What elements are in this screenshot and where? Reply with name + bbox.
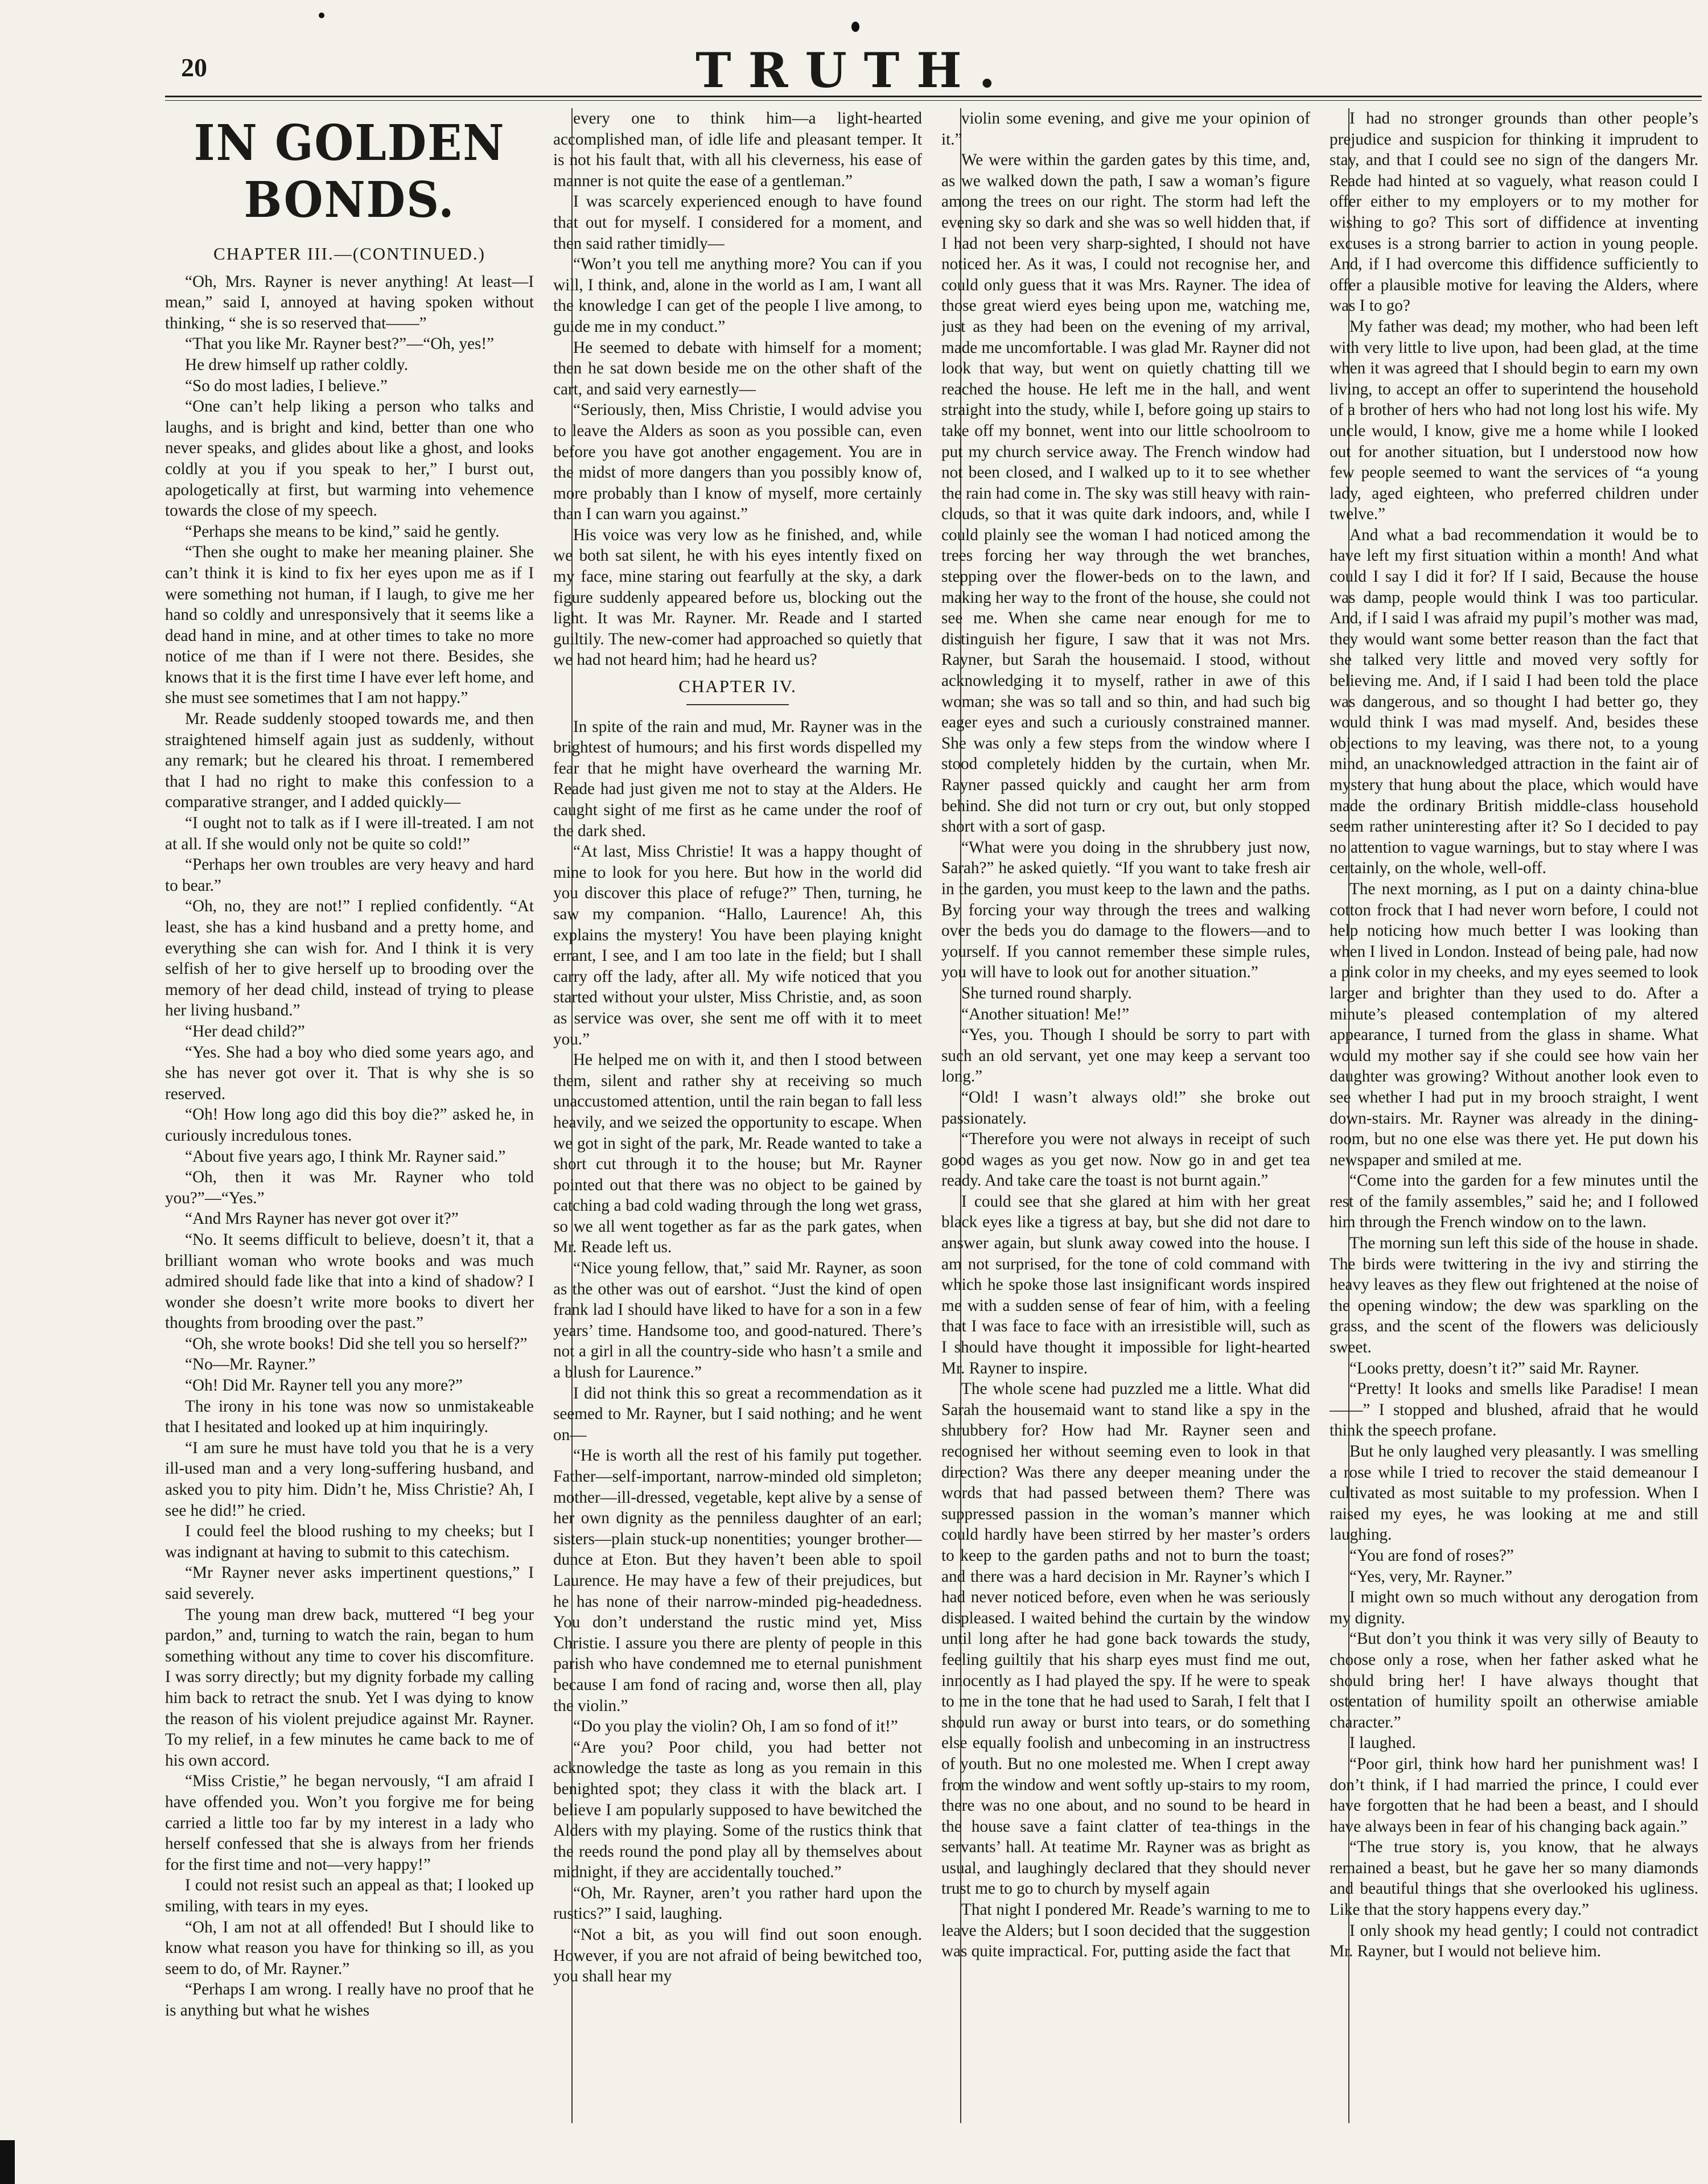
paragraph: “Perhaps I am wrong. I really have no proof that he is anything but what he wishes <box>165 1980 534 2020</box>
paragraph: violin some evening, and give me your opinion of it.” <box>941 109 1310 149</box>
paragraph: “No—Mr. Rayner.” <box>185 1355 316 1374</box>
chapter-heading: CHAPTER IV. <box>678 676 797 697</box>
column-2 <box>553 108 922 2123</box>
paragraph: “Do you play the violin? Oh, I am so fond of it!” <box>573 1717 898 1736</box>
print-speck <box>0 2140 15 2184</box>
paragraph: “Oh, Mrs. Rayner is never anything! At least—I mean,” said I, annoyed at having spoken without thinking, “ she is so reserved that——” <box>165 272 534 332</box>
paragraph: He drew himself up rather coldly. <box>185 355 409 374</box>
paragraph: “Oh! How long ago did this boy die?” asked he, in curiously incredulous tones. <box>165 1105 534 1145</box>
masthead-title: TRUTH. <box>695 42 1013 98</box>
header-rule <box>165 96 1702 101</box>
paragraph: Mr. Reade suddenly stooped towards me, and then straightened himself again just as suddenly, without any remark; but he cleared his throat. I remembered that I had no right to make this confession to a comparative stranger, and I added quickly— <box>165 710 534 812</box>
paragraph: “Yes. She had a boy who died some years ago, and she has never got over it. That is why she is so reserved. <box>165 1043 534 1103</box>
column-4 <box>1330 108 1698 2123</box>
paragraph: “Another situation! Me!” <box>961 1005 1130 1023</box>
paragraph: “Won’t you tell me anything more? You can if you will, I think, and, alone in the world as I am, I want all the knowledge I can get of the people I live among, to guide me in my conduct.” <box>553 255 922 336</box>
column-text <box>165 272 534 2021</box>
paragraph: “Looks pretty, doesn’t it?” said Mr. Rayner. <box>1349 1359 1640 1377</box>
paragraph: That night I pondered Mr. Reade’s warning to me to leave the Alders; but I soon decided that the suggestion was quite impractical. For, putting aside the fact that <box>941 1901 1310 1961</box>
paragraph: I had no stronger grounds than other people’s prejudice and suspicion for thinking it imprudent to stay, and that I could see no sign of the dangers Mr. Reade had hinted at so vaguely, what reason could I offer either to my employers or to my mother for wishing to go? This sort of diffidence at inventing excuses is a strong barrier to action in young people. And, if I had overcome this diffidence sufficiently to offer a plausible motive for leaving the Alders, where was I to go? <box>1330 109 1698 315</box>
paragraph: He seemed to debate with himself for a moment; then he sat down beside me on the other shaft of the cart, and said very earnestly— <box>553 338 922 398</box>
paragraph: every one to think him—a light-hearted accomplished man, of idle life and pleasant temper. It is not his fault that, with all his cleverness, his ease of manner is not quite the ease of a gentleman.” <box>553 109 922 190</box>
paragraph: “Not a bit, as you will find out soon enough. However, if you are not afraid of being bewitched too, you shall hear my <box>553 1926 922 1986</box>
paragraph: “So do most ladies, I believe.” <box>185 376 388 395</box>
paragraph: “Yes, you. Though I should be sorry to part with such an old servant, yet one may keep a servant too long.” <box>941 1026 1310 1086</box>
paragraph: The young man drew back, muttered “I beg your pardon,” and, turning to watch the rain, began to hum something without any time to cover his discomfiture. I was sorry directly; but my dignity forbade my calling him back to retract the snub. Yet I was dying to know the reason of his violent prejudice against Mr. Rayner. To my relief, in a few minutes he came back to me of his own accord. <box>165 1605 534 1770</box>
column-3 <box>941 108 1310 2123</box>
paragraph: “Come into the garden for a few minutes until the rest of the family assembles,” said he; and I followed him through the French window on to the lawn. <box>1330 1171 1698 1232</box>
paragraph: I laughed. <box>1349 1734 1416 1753</box>
paragraph: I could see that she glared at him with her great black eyes like a tigress at bay, but she did not dare to answer again, but slunk away cowed into the house. I am not surprised, for the tone of cold command with which he spoke those last insignificant words inspired me with a sudden sense of fear of him, with a feeling that I was face to face with an irresistible will, such as I should have thought it impossible for light-hearted Mr. Rayner to inspire. <box>941 1192 1310 1377</box>
paragraph: “Oh, Mr. Rayner, aren’t you rather hard upon the rustics?” I said, laughing. <box>553 1883 922 1923</box>
paragraph: “Nice young fellow, that,” said Mr. Rayner, as soon as the other was out of earshot. “Just the kind of open frank lad I should have liked to have for a son in a few years’ time. Handsome too, and good-natured. There’s not a girl in all the country-side who hasn’t a smile and a blush for Laurence.” <box>553 1259 922 1382</box>
paragraph: “Yes, very, Mr. Rayner.” <box>1349 1567 1513 1586</box>
paragraph: The irony in his tone was now so unmistakeable that I hesitated and looked up at him inquiringly. <box>165 1397 534 1437</box>
paragraph: “Therefore you were not always in receipt of such good wages as you get now. Now go in and get tea ready. And take care the toast is not burnt again.” <box>941 1130 1310 1190</box>
paragraph: “At last, Miss Christie! It was a happy thought of mine to look for you here. But how in the world did you discover this place of refuge?” Then, turning, he saw my companion. “Hallo, Laurence! Ah, this explains the mystery! You have been playing knight errant, I see, and I am too late in the field; but I shall carry off the lady, after all. My wife noticed that you started without your ulster, Miss Christie, and, as soon as service was over, she sent me off with it to meet you.” <box>553 842 922 1048</box>
paragraph: He helped me on with it, and then I stood between them, silent and rather shy at receiving so much unaccustomed attention, until the rain began to fall less heavily, and we seized the opportunity to escape. When we got in sight of the park, Mr. Reade wanted to take a short cut through it to the house; but Mr. Rayner pointed out that there was no object to be gained by catching a bad cold wading through the long wet grass, so we all went together as far as the park gates, when Mr. Reade left us. <box>553 1051 922 1257</box>
paragraph: The next morning, as I put on a dainty china-blue cotton frock that I had never worn before, I could not help noticing how much better I was looking than when I lived in London. Instead of being pale, had now a pink color in my cheeks, and my eyes seemed to look larger and brighter than they used to do. After a minute’s pleased contemplation of my altered appearance, I turned from the glass in shame. What would my mother say if she could see how vain her daughter was growing? Without another look even to see whether I had put in my brooch straight, I went down-stairs. Mr. Rayner was already in the dining-room, but no one else was there yet. He put down his newspaper and smiled at me. <box>1330 879 1698 1169</box>
paragraph: She turned round sharply. <box>961 984 1132 1002</box>
paragraph: “Oh, no, they are not!” I replied confidently. “At least, she has a kind husband and a pretty home, and everything she can wish for. And I think it is very selfish of her to give herself up to brooding over the memory of her dead child, instead of trying to please her living husband.” <box>165 897 534 1020</box>
paragraph: I could not resist such an appeal as that; I looked up smiling, with tears in my eyes. <box>165 1876 534 1915</box>
paragraph: My father was dead; my mother, who had been left with very little to live upon, had been glad, at the time when it was agreed that I should begin to earn my own living, to accept an offer to superintend the household of a brother of hers who had not long lost his wife. My uncle would, I know, give me a home while I looked out for another situation, but I understood now how few people seemed to want the services of “a young lady, aged eighteen, who preferred children under twelve.” <box>1330 317 1698 524</box>
paragraph: “One can’t help liking a person who talks and laughs, and is bright and kind, better than one who never speaks, and glides about like a ghost, and looks coldly at you if you speak to her,” I burst out, apologetically at first, but warming into vehemence towards the close of my speech. <box>165 397 534 520</box>
paragraph: The whole scene had puzzled me a little. What did Sarah the housemaid want to stand like a spy in the shrubbery for? How had Mr. Rayner seen and recognised her without seeming even to look in that direction? Was there any deeper meaning under the words that had passed between them? There was suppressed passion in the woman’s manner which could hardly have been stirred by her master’s orders to keep to the garden paths and not to burn the toast; and there was a hard decision in Mr. Rayner’s which I had never noticed before, even when he was seriously displeased. I waited behind the curtain by the window until long after he had gone back towards the study, feeling guiltily that his sharp eyes must find me out, innocently as I had played the spy. If he were to speak to me in the tone that he had used to Sarah, I felt that I should run away or burst into tears, or do something else equally foolish and unbecoming in an instructress of youth. But no one molested me. When I crept away from the window and went softly up-stairs to my room, there was no one about, and no sound to be heard in the house save a faint clatter of tea-things in the servants’ hall. At teatime Mr. Rayner was as bright as usual, and laughingly declared that they should never trust me to go to church by myself again <box>941 1380 1310 1898</box>
paragraph: “Mr Rayner never asks impertinent questions,” I said severely. <box>165 1564 534 1603</box>
paragraph: I might own so much without any derogation from my dignity. <box>1330 1588 1698 1627</box>
chapter-heading: CHAPTER III.—(CONTINUED.) <box>213 244 485 264</box>
column-1 <box>165 108 534 2123</box>
paragraph: “What were you doing in the shrubbery just now, Sarah?” he asked quietly. “If you want to take fresh air in the garden, you must keep to the lawn and the paths. By forcing your way through the trees and walking over the beds you do damage to the flowers—and to yourself. If you cannot remember these simple rules, you will have to look out for another situation.” <box>941 838 1310 982</box>
paragraph: “Oh, she wrote books! Did she tell you so herself?” <box>185 1334 528 1353</box>
paragraph: I was scarcely experienced enough to have found that out for myself. I considered for a moment, and then said rather timidly— <box>553 192 922 253</box>
paragraph: “No. It seems difficult to believe, doesn’t it, that a brilliant woman who wrote books and was much admired should fade like that into a kind of shadow? I wonder she doesn’t write more books to divert her thoughts from brooding over the past.” <box>165 1230 534 1332</box>
paragraph: We were within the garden gates by this time, and, as we walked down the path, I saw a woman’s figure among the trees on our right. The storm had left the evening sky so dark and she was so well hidden that, if I had not been very sharp-sighted, I should not have noticed her. As it was, I could not recognise her, and could only guess that it was Mrs. Rayner. The idea of those great wierd eyes being upon me, watching me, just as they had been on the evening of my arrival, made me uncomfortable. I was glad Mr. Rayner did not look that way, but went on quietly chatting till we reached the house. He left me in the hall, and went straight into the study, while I, before going up stairs to take off my bonnet, went into our little schoolroom to put my church service away. The French window had not been closed, and I walked up to it to see whether the rain had come in. The sky was still heavy with rain-clouds, so that it was quite dark indoors, and, while I could plainly see the woman I had noticed among the trees forcing her way through the wet branches, stepping over the flower-beds on to the lawn, and making her way to the front of the house, she could not see me. When she came near enough for me to distinguish her figure, I saw that it was not Mrs. Rayner, but Sarah the housemaid. I stood, without acknowledging it to myself, rather in awe of this woman; she was so tall and so thin, and had such big eager eyes and such a curiously constrained manner. She was only a few steps from the window where I stood completely hidden by the curtain, when Mr. Rayner passed quickly and caught her arm from behind. She did not turn or cry out, but only stopped short with a sort of gasp. <box>941 151 1310 836</box>
paragraph: “I am sure he must have told you that he is a very ill-used man and a very long-suffering husband, and asked you to pity him. Didn’t he, Miss Christie? Ah, I see he did!” he cried. <box>165 1438 534 1520</box>
paragraph: But he only laughed very pleasantly. I was smelling a rose while I tried to recover the staid demeanour I cultivated as most suitable to my profession. When I raised my eyes, he was looking at me and still laughing. <box>1330 1442 1698 1544</box>
print-speck <box>851 22 859 32</box>
paragraph: “Poor girl, think how hard her punishment was! I don’t think, if I had married the prince, I could ever have forgotten that he had been a beast, and I should have always been in fear of his changing back again.” <box>1330 1754 1698 1836</box>
column-text <box>553 108 922 1987</box>
paragraph: “I ought not to talk as if I were ill-treated. I am not at all. If she would only not be quite so cold!” <box>165 814 534 853</box>
paragraph: “Are you? Poor child, you had better not acknowledge the taste as long as you remain in this benighted spot; they class it with the black art. I believe I am popularly supposed to have bewitched the Alders with my playing. Some of the rustics think that the reeds round the pond play all by themselves about midnight, if they are accidentally touched.” <box>553 1738 922 1882</box>
paragraph: “But don’t you think it was very silly of Beauty to choose only a rose, when her father asked what he should bring her! I have always thought that ostentation of humility spoilt an otherwise amiable character.” <box>1330 1630 1698 1731</box>
print-speck <box>319 13 324 18</box>
paragraph: The morning sun left this side of the house in shade. The birds were twittering in the ivy and stirring the heavy leaves as they flew out frightened at the noise of the opening window; the dew was sparkling on the grass, and the scent of the flowers was deliciously sweet. <box>1330 1234 1698 1357</box>
paragraph: “You are fond of roses?” <box>1349 1546 1514 1565</box>
paragraph: “Her dead child?” <box>185 1022 305 1040</box>
paragraph: “He is worth all the rest of his family put together. Father—self-important, narrow-minded old simpleton; mother—ill-dressed, vegetable, kept alive by a sense of her own dignity as the penniless daughter of an earl; sisters—plain stuck-up nonentities; younger brother—dunce at Eton. But they haven’t been able to spoil Laurence. He may have a few of their prejudices, but he has none of their narrow-minded pig-headedness. You don’t understand the rustic mind yet, Miss Christie. I assure you there are plenty of people in this parish who have condemned me to eternal punishment because I am fond of racing and, worse then all, play the violin.” <box>553 1446 922 1715</box>
paragraph: “Seriously, then, Miss Christie, I would advise you to leave the Alders as soon as you possible can, even before you have got another engagement. You are in the midst of more dangers than you possibly know of, more probably than I know of myself, more certainly than I can warn you against.” <box>553 401 922 524</box>
paragraph: “Miss Cristie,” he began nervously, “I am afraid I have offended you. Won’t you forgive me for being carried a little too far by my interest in a lady who herself confessed that she is always from her friends for the first time and not—very happy!” <box>165 1772 534 1874</box>
paragraph: “Oh! Did Mr. Rayner tell you any more?” <box>185 1376 463 1395</box>
paragraph: His voice was very low as he finished, and, while we both sat silent, he with his eyes intently fixed on my face, mine staring out fearfully at the sky, a dark figure suddenly appeared before us, blocking out the light. It was Mr. Rayner. Mr. Reade and I started guiltily. The new-comer had approached so quietly that we had not heard him; had he heard us? <box>553 525 922 669</box>
paragraph: “The true story is, you know, that he always remained a beast, but he gave her so many diamonds and beautiful things that she overlooked his ugliness. Like that the story happens every day.” <box>1330 1838 1698 1919</box>
paragraph: “Perhaps she means to be kind,” said he gently. <box>185 522 500 541</box>
paragraph: “Oh, then it was Mr. Rayner who told you?”—“Yes.” <box>165 1168 534 1207</box>
paragraph: “That you like Mr. Rayner best?”—“Oh, yes!” <box>185 335 495 353</box>
page-number: 20 <box>181 53 207 82</box>
paragraph: “Then she ought to make her meaning plainer. She can’t think it is kind to fix her eyes upon me as if I were something not human, if I laugh, to give me her hand so coldly and unresponsively that it seems like a dead hand in mine, and at other times to take no more notice of me than if I were not there. Besides, she knows that it is the first time I have ever left home, and she must see sometimes that I am not happy.” <box>165 543 534 708</box>
article-columns <box>165 108 1702 2123</box>
paragraph: “Old! I wasn’t always old!” she broke out passionately. <box>941 1088 1310 1128</box>
paragraph: “Perhaps her own troubles are very heavy and hard to bear.” <box>165 855 534 895</box>
paragraph: I only shook my head gently; I could not contradict Mr. Rayner, but I would not believe him. <box>1330 1921 1698 1961</box>
paragraph: And what a bad recommendation it would be to have left my first situation within a month! And what could I say I did it for? If I said, Because the house was damp, people would think I was too particular. And, if I said I was afraid my pupil’s mother was mad, they would want some better reason than the fact that she talked very little and moved very softly for believing me. And, if I said I had been told the place was dangerous, and so thought I had better go, they would think I was mad myself. And, besides these objections to my leaving, was there not, to a young mind, an unacknowledged attraction in the faint air of mystery that hung about the place, which would have made the ordinary British middle-class household seem rather uninteresting after it? So I decided to pay no attention to vague warnings, but to stay where I was certainly, on the whole, well-off. <box>1330 525 1698 878</box>
paragraph: “About five years ago, I think Mr. Rayner said.” <box>185 1147 506 1166</box>
column-text <box>941 108 1310 1962</box>
paragraph: “Oh, I am not at all offended! But I should like to know what reason you have for thinking so ill, as you seem to do, of Mr. Rayner.” <box>165 1918 534 1978</box>
story-title: IN GOLDEN BONDS. <box>194 114 505 229</box>
chapter-rule <box>686 704 789 705</box>
paragraph: In spite of the rain and mud, Mr. Rayner was in the brightest of humours; and his first words dispelled my fear that he might have overheard the warning Mr. Reade had just given me not to stay at the Alders. He caught sight of me first as he came under the roof of the dark shed. <box>553 717 922 840</box>
paragraph: “And Mrs Rayner has never got over it?” <box>185 1210 459 1228</box>
paragraph: “Pretty! It looks and smells like Paradise! I mean——” I stopped and blushed, afraid that he would think the speech profane. <box>1330 1380 1698 1440</box>
paragraph: I could feel the blood rushing to my cheeks; but I was indignant at having to submit to this catechism. <box>165 1522 534 1561</box>
column-text <box>1330 108 1698 1962</box>
paragraph: I did not think this so great a recommendation as it seemed to Mr. Rayner, but I said nothing; and he went on— <box>553 1384 922 1444</box>
